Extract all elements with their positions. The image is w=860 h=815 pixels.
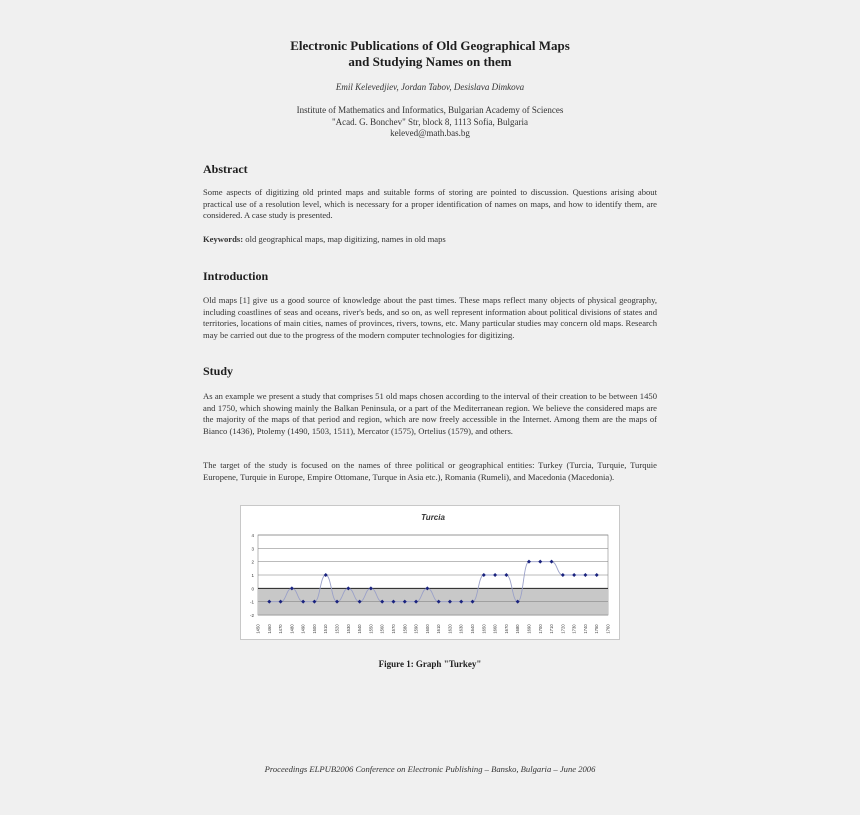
- x-tick-label: 1540: [357, 624, 363, 634]
- keywords-text: old geographical maps, map digitizing, names in old maps: [245, 234, 446, 244]
- x-tick-label: 1620: [447, 624, 453, 634]
- y-tick-label: 3: [251, 546, 254, 552]
- x-tick-label: 1480: [289, 624, 295, 634]
- x-tick-label: 1750: [594, 624, 600, 634]
- x-tick-label: 1450: [255, 624, 261, 634]
- x-tick-label: 1550: [368, 624, 374, 634]
- figure-turcia-chart: [240, 505, 620, 640]
- x-tick-label: 1710: [549, 624, 555, 634]
- x-tick-label: 1490: [300, 624, 306, 634]
- y-tick-label: 2: [251, 559, 254, 565]
- title-line-2: and Studying Names on them: [348, 54, 512, 69]
- x-tick-label: 1510: [323, 624, 329, 634]
- chart-svg: [241, 506, 619, 639]
- affiliation: [200, 105, 660, 140]
- x-tick-label: 1600: [424, 624, 430, 634]
- x-tick-label: 1690: [526, 624, 532, 634]
- paper-title: [200, 38, 660, 70]
- y-tick-label: -2: [249, 613, 254, 618]
- x-tick-label: 1680: [515, 624, 521, 634]
- chart-title: Turcia: [421, 513, 445, 522]
- study-text-1: As an example we present a study that comprises 51 old maps chosen according to the interval of their creation to be between 1450 and 1750, which showing mainly the Balkan Peninsula, or a part of the Mediterranean region. We believe the considered maps are the majority of the maps of that period and region, which are now freely accessible in the Internet. Among them are the maps of Bianco (1436), Ptolemy (1490, 1503, 1511), Mercator (1575), Ortelius (1579), and others.: [203, 391, 657, 436]
- affiliation-line-2: "Acad. G. Bonchev" Str, block 8, 1113 Sofia, Bulgaria: [331, 116, 529, 127]
- keywords: [203, 234, 657, 246]
- affiliation-email: keleved@math.bas.bg: [390, 128, 470, 138]
- x-tick-label: 1500: [311, 624, 317, 634]
- x-tick-label: 1730: [571, 624, 577, 634]
- y-tick-label: 0: [251, 586, 254, 592]
- x-tick-label: 1470: [278, 624, 284, 634]
- x-tick-label: 1520: [334, 624, 340, 634]
- x-tick-label: 1720: [560, 624, 566, 634]
- x-tick-label: 1630: [458, 624, 464, 634]
- figure-caption: Figure 1: Graph "Turkey": [378, 659, 482, 669]
- page-footer: Proceedings ELPUB2006 Conference on Electronic Publishing – Bansko, Bulgaria – June 2006: [264, 764, 596, 774]
- keywords-label: Keywords:: [203, 234, 244, 244]
- x-tick-label: 1530: [345, 624, 351, 634]
- y-tick-label: 1: [251, 573, 254, 578]
- introduction-heading: Introduction: [203, 269, 269, 283]
- x-tick-label: 1460: [266, 624, 272, 634]
- y-tick-label: -1: [249, 599, 254, 605]
- x-tick-label: 1660: [492, 624, 498, 634]
- x-tick-label: 1670: [503, 624, 509, 634]
- x-tick-label: 1740: [582, 624, 588, 634]
- x-tick-label: 1700: [537, 624, 543, 634]
- x-tick-label: 1640: [470, 624, 476, 634]
- x-tick-label: 1650: [481, 624, 487, 634]
- x-tick-label: 1580: [402, 624, 408, 634]
- study-heading: Study: [203, 364, 234, 378]
- introduction-text: Old maps [1] give us a good source of knowledge about the past times. These maps reflect many objects of physical geography, including coastlines of seas and oceans, river's beds, and so on, as well represent information about political divisions of states and territories, locations of main cities, names of provinces, rivers, towns, etc. Many particular studies may concern old maps. Research may be carried out due to the progress of the modern computer technologies for digitizing.: [203, 295, 657, 340]
- x-tick-label: 1760: [605, 624, 611, 634]
- abstract-text: Some aspects of digitizing old printed maps and suitable forms of storing are pointed to discussion. Questions arising about practical use of a resolution level, which is necessary for a proper identification of names on maps, and how to identify them, are considered. A case study is presented.: [203, 187, 657, 221]
- x-tick-label: 1590: [413, 624, 419, 634]
- title-line-1: Electronic Publications of Old Geographical Maps: [290, 38, 570, 53]
- abstract-heading: Abstract: [203, 162, 248, 176]
- x-tick-label: 1560: [379, 624, 385, 634]
- y-tick-label: 4: [251, 533, 254, 538]
- affiliation-line-1: Institute of Mathematics and Informatics, Bulgarian Academy of Sciences: [296, 105, 564, 115]
- authors: Emil Kelevedjiev, Jordan Tabov, Desislava Dimkova: [335, 82, 525, 92]
- study-text-2: The target of the study is focused on the names of three political or geographical entities: Turkey (Turcia, Turquie, Turquie Europene, Turquie in Europe, Empire Ottomane, Turque in Asia etc.), Romania (Rumeli), and Macedonia (Macedonia).: [203, 460, 657, 482]
- x-tick-label: 1570: [390, 624, 396, 634]
- x-tick-label: 1610: [436, 624, 442, 634]
